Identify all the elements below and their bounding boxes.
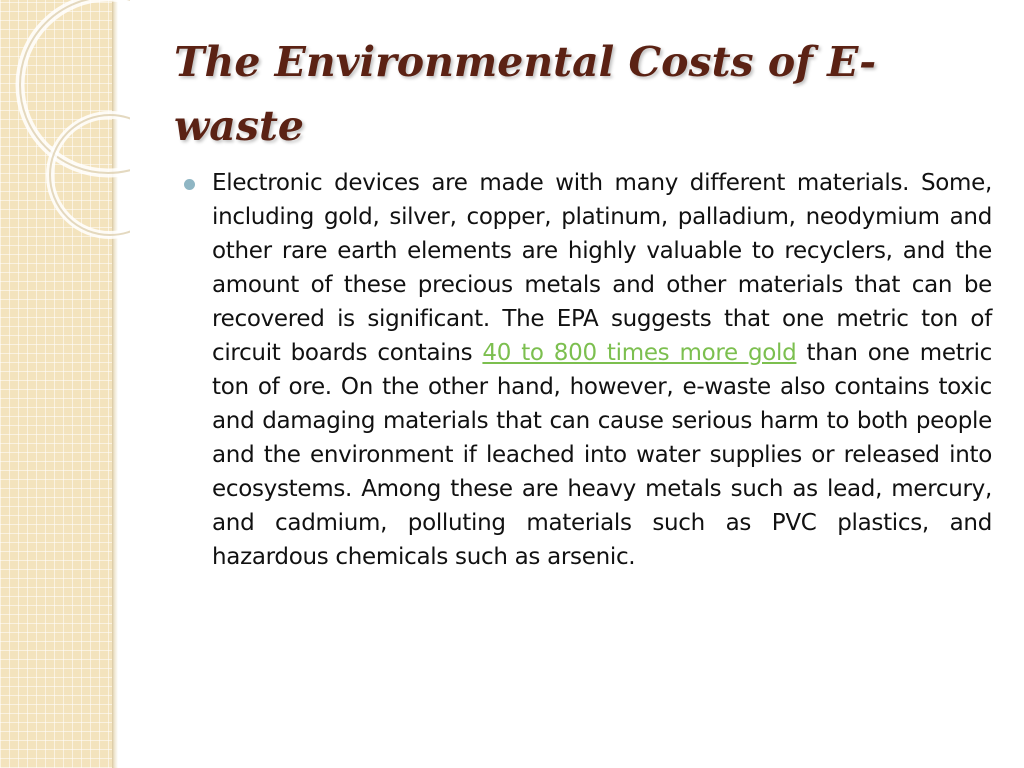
bullet-paragraph (212, 166, 992, 574)
decor-ring-top (20, 0, 130, 173)
decorative-rings (0, 0, 130, 260)
bullet-dot-icon (184, 179, 195, 190)
bullet-list (180, 166, 992, 574)
bullet-item (180, 166, 992, 574)
decor-ring-top-shadow (20, 0, 130, 173)
slide-title: The Environmental Costs of E-waste (174, 38, 877, 150)
epa-gold-link[interactable]: 40 to 800 times more gold (482, 340, 797, 366)
paragraph-text-before-link: Electronic devices are made with many different materials. Some, including gold, silver, copper, platinum, palladium, neodymium and other rare earth elements are highly valuable to recyclers, and the amount of these precious metals and other materials that can be recovered is significant. The EPA suggests that one metric ton of circuit boards contains (212, 170, 992, 366)
paragraph-text-after-link: than one metric ton of ore. On the other hand, however, e-waste also contains toxic and damaging materials that can cause serious harm to both people and the environment if leached into water supplies or released into ecosystems. Among these are heavy metals such as lead, mercury, and cadmium, polluting materials such as PVC plastics, and hazardous chemicals such as arsenic. (212, 340, 993, 570)
